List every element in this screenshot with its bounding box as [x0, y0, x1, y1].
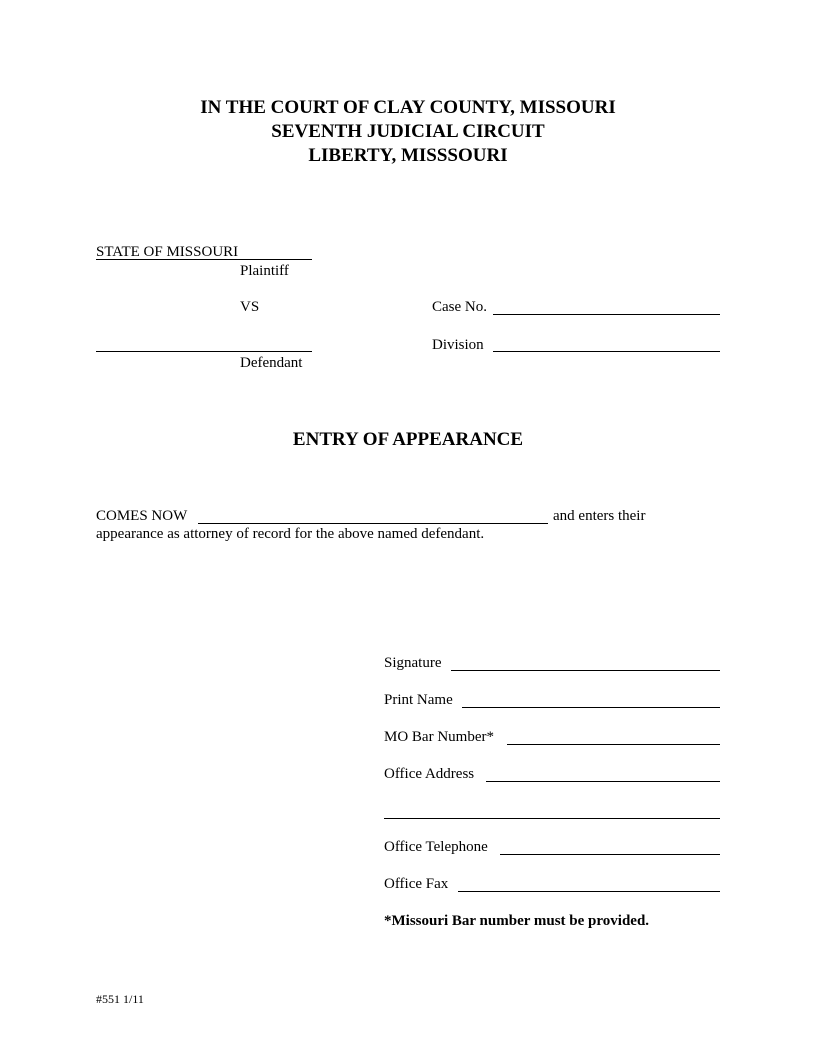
mo-bar-number-label: MO Bar Number*: [384, 729, 494, 745]
office-fax-field[interactable]: [458, 891, 720, 892]
court-header: [0, 96, 816, 168]
signature-label: Signature: [384, 655, 442, 671]
print-name-field[interactable]: [462, 707, 720, 708]
print-name-label: Print Name: [384, 692, 453, 708]
plaintiff-label: Plaintiff: [240, 263, 289, 279]
plaintiff-underline: [96, 259, 312, 260]
court-header-line-1: IN THE COURT OF CLAY COUNTY, MISSOURI: [200, 97, 616, 118]
vs-label: VS: [240, 299, 260, 315]
bar-number-footnote: *Missouri Bar number must be provided.: [384, 913, 650, 929]
appearance-statement: appearance as attorney of record for the above named defendant.: [96, 526, 485, 542]
mo-bar-number-field[interactable]: [507, 744, 720, 745]
plaintiff-name: STATE OF MISSOURI: [96, 244, 239, 260]
enters-their-label: and enters their: [553, 508, 646, 524]
document-title: ENTRY OF APPEARANCE: [292, 429, 524, 450]
division-label: Division: [432, 337, 484, 353]
defendant-name-field[interactable]: [96, 351, 312, 352]
case-no-field[interactable]: [493, 314, 720, 315]
office-fax-label: Office Fax: [384, 876, 449, 892]
office-address-field[interactable]: [486, 781, 720, 782]
court-header-line-2: SEVENTH JUDICIAL CIRCUIT: [271, 121, 545, 142]
signature-field[interactable]: [451, 670, 720, 671]
form-number: #551 1/11: [96, 992, 144, 1006]
office-address-field-line-2[interactable]: [384, 818, 720, 819]
case-no-label: Case No.: [432, 299, 487, 315]
court-header-line-3: LIBERTY, MISSSOURI: [308, 145, 508, 166]
office-telephone-field[interactable]: [500, 854, 720, 855]
defendant-label: Defendant: [240, 355, 303, 371]
division-field[interactable]: [493, 351, 720, 352]
office-telephone-label: Office Telephone: [384, 839, 488, 855]
comes-now-label: COMES NOW: [96, 508, 188, 524]
attorney-name-field[interactable]: [198, 523, 548, 524]
office-address-label: Office Address: [384, 766, 475, 782]
